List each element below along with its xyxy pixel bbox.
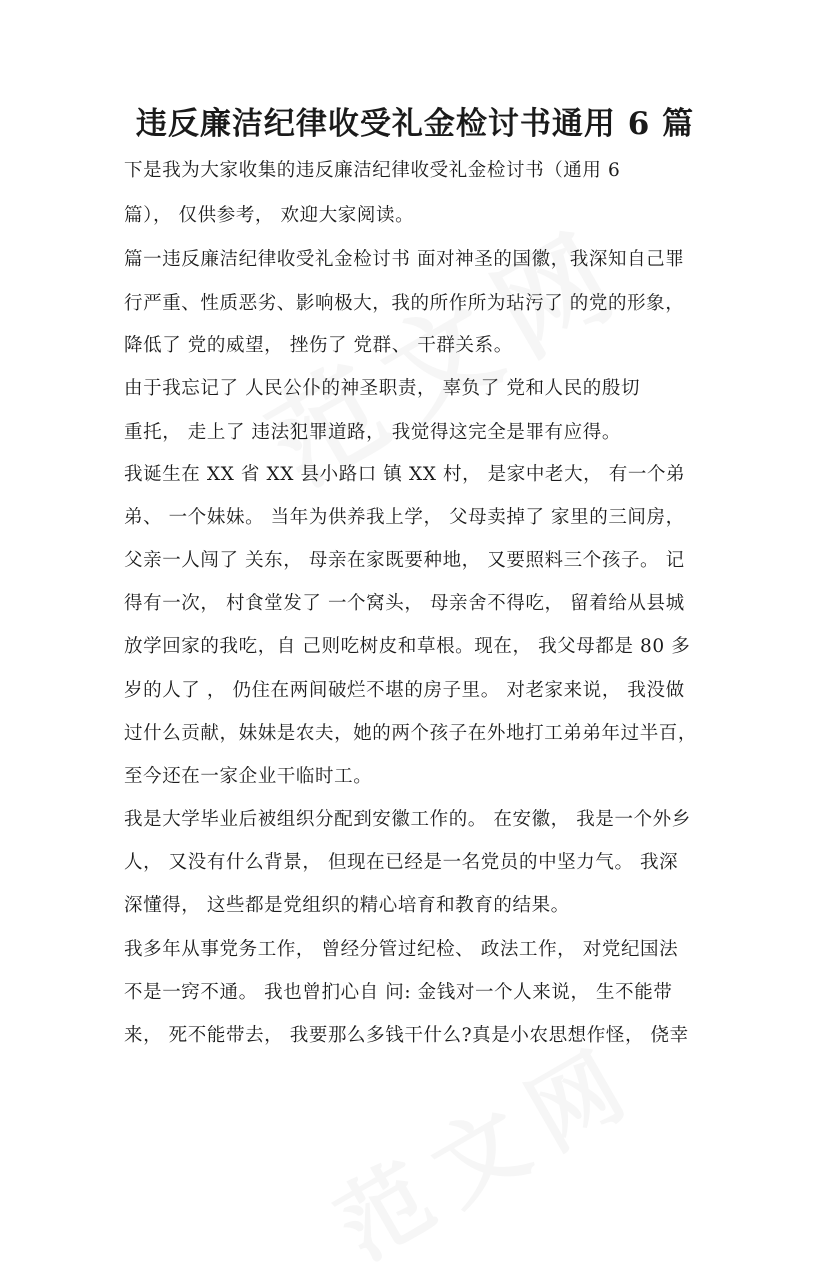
body-line-1: 下是我为大家收集的违反廉洁纪律收受礼金检讨书（通用 6 — [124, 160, 621, 181]
body-line-21: 来， 死不能带去， 我要那么多钱干什么?真是小农思想作怪， 侥幸 — [124, 1025, 689, 1046]
body-line-3: 篇一违反廉洁纪律收受礼金检讨书 面对神圣的国徽，我深知自己罪 — [124, 249, 685, 270]
body-line-6: 由于我忘记了 人民公仆的神圣职责， 辜负了 党和人民的殷切 — [124, 378, 641, 399]
body-line-5: 降低了 党的威望， 挫伤了 党群、 干群关系。 — [124, 335, 513, 356]
body-line-16: 我是大学毕业后被组织分配到安徽工作的。 在安徽， 我是一个外乡 — [124, 809, 691, 830]
body-line-20: 不是一窍不通。 我也曾扪心自 问: 金钱对一个人来说， 生不能带 — [124, 982, 673, 1003]
body-line-14: 过什么贡献，妹妹是农夫，她的两个孩子在外地打工弟弟年过半百， — [124, 723, 698, 744]
body-line-9: 弟、 一个妹妹。 当年为供养我上学， 父母卖掉了 家里的三间房， — [124, 507, 685, 528]
body-line-2: 篇）， 仅供参考， 欢迎大家阅读。 — [124, 205, 415, 226]
body-line-8: 我诞生在 XX 省 XX 县小路口 镇 XX 村， 是家中老大， 有一个弟 — [124, 464, 686, 485]
body-line-10: 父亲一人闯了 关东， 母亲在家既要种地， 又要照料三个孩子。 记 — [124, 550, 685, 571]
body-line-12: 放学回家的我吃，自 己则吃树皮和草根。现在， 我父母都是 80 多 — [124, 636, 691, 657]
body-line-17: 人， 又没有什么背景， 但现在已经是一名党员的中坚力气。 我深 — [124, 852, 679, 873]
body-line-19: 我多年从事党务工作， 曾经分管过纪检、 政法工作， 对党纪国法 — [124, 939, 679, 960]
body-line-15: 至今还在一家企业干临时工。 — [124, 766, 373, 787]
body-line-7: 重托， 走上了 违法犯罪道路， 我觉得这完全是罪有应得。 — [124, 422, 621, 443]
body-line-13: 岁的人了 ， 仍住在两间破烂不堪的房子里。 对老家来说， 我没做 — [124, 680, 685, 701]
watermark-bottom — [310, 1006, 661, 1284]
body-line-11: 得有一次， 村食堂发了 一个窝头， 母亲舍不得吃， 留着给从县城 — [124, 593, 685, 614]
document-title: 违反廉洁纪律收受礼金检讨书通用 6 篇 — [135, 106, 695, 142]
body-line-4: 行严重、性质恶劣、影响极大，我的所作所为玷污了 的党的形象， — [124, 293, 685, 314]
body-line-18: 深懂得， 这些都是党组织的精心培育和教育的结果。 — [124, 895, 570, 916]
